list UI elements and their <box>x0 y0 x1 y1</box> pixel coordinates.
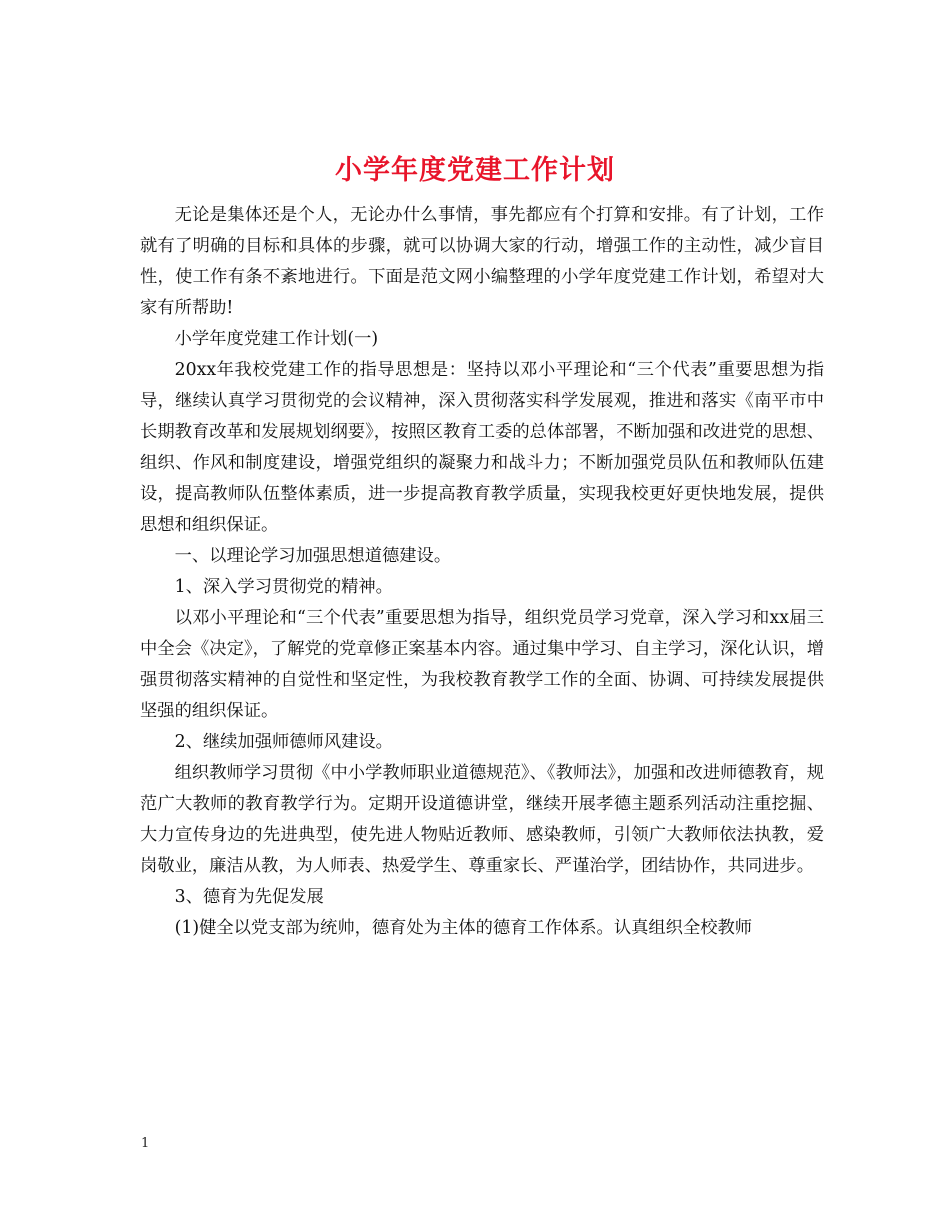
guiding-thought-paragraph: 20xx年我校党建工作的指导思想是：坚持以邓小平理论和“三个代表”重要思想为指导，继续认真学习贯彻党的会议精神，深入贯彻落实科学发展观，推进和落实《南平市中长期教育改革和发展规划纲要》，按照区教育工委的总体部署，不断加强和改进党的思想、组织、作风和制度建设，增强党组织的凝聚力和战斗力；不断加强党员队伍和教师队伍建设，提高教师队伍整体素质，进一步提高教育教学质量，实现我校更好更快地发展，提供思想和组织保证。 <box>140 360 824 535</box>
section-heading-theory-study: 一、以理论学习加强思想道德建设。 <box>174 546 452 566</box>
section-heading-plan-one: 小学年度党建工作计划(一) <box>174 329 379 349</box>
study-paragraph: 以邓小平理论和“三个代表”重要思想为指导，组织党员学习党章，深入学习和xx届三中全会《决定》，了解党的党章修正案基本内容。通过集中学习、自主学习，深化认识，增强贯彻落实精神的自觉性和坚定性，为我校教育教学工作的全面、协调、可持续发展提供坚强的组织保证。 <box>140 608 824 721</box>
teacher-ethics-paragraph: 组织教师学习贯彻《中小学教师职业道德规范》、《教师法》，加强和改进师德教育，规范广大教师的教育教学行为。定期开设道德讲堂，继续开展孝德主题系列活动注重挖掘、大力宣传身边的先进典型，使先进人物贴近教师、感染教师，引领广大教师依法执教，爱岗敬业，廉洁从教，为人师表、热爱学生、尊重家长、严谨治学，团结协作，共同进步。 <box>140 763 824 876</box>
subheading-study-party-spirit: 1、深入学习贯彻党的精神。 <box>174 577 393 597</box>
subheading-teacher-ethics: 2、继续加强师德师风建设。 <box>174 732 393 752</box>
subheading-moral-education: 3、德育为先促发展 <box>174 887 324 907</box>
document-body <box>140 200 824 944</box>
moral-education-paragraph: (1)健全以党支部为统帅，德育处为主体的德育工作体系。认真组织全校教师 <box>174 918 753 938</box>
intro-paragraph: 无论是集体还是个人，无论办什么事情，事先都应有个打算和安排。有了计划，工作就有了明确的目标和具体的步骤，就可以协调大家的行动，增强工作的主动性，减少盲目性，使工作有条不紊地进行。下面是范文网小编整理的小学年度党建工作计划，希望对大家有所帮助! <box>140 205 824 318</box>
page-number: 1 <box>141 1136 150 1151</box>
document-title: 小学年度党建工作计划 <box>335 155 615 187</box>
